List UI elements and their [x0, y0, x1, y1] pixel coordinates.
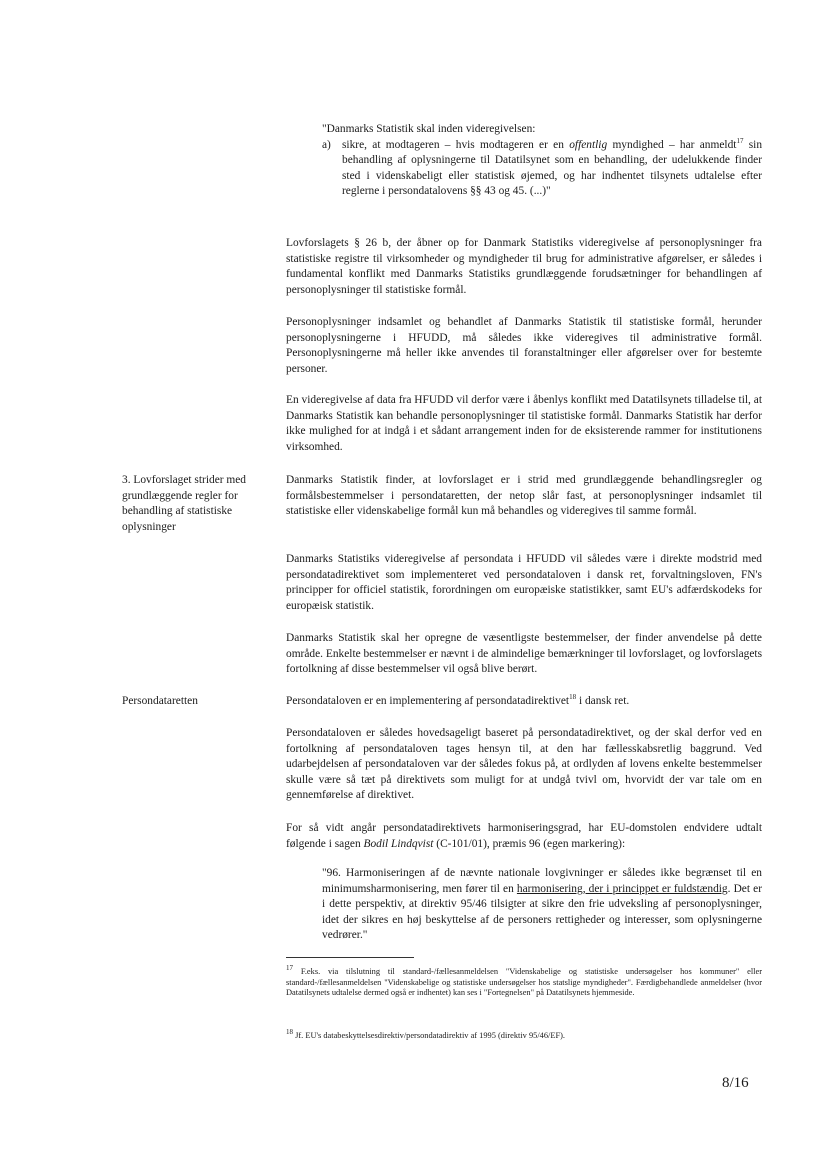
paragraph: Danmarks Statistiks videregivelse af persondata i HFUDD vil således være i direkte modstrid med persondatadirektivet som implementeret ved persondataloven i dansk ret, forvaltningsloven, FN's principper for officiel statistik, forordningen om europæiske statistikker, samt EU's adfærdskodeks for europæisk statistik. [286, 553, 762, 612]
court-quote-text-2: . Det er i dette perspektiv, at direktiv 95/46 tilsigter at sikre den frie udveksling af personoplysninger, idet der sikres en høj beskyttelse af de personers rettigheder og interesser, som oplysningerne vedrører." [322, 882, 762, 942]
margin-note-persondataretten: Persondataretten [122, 695, 198, 707]
paragraph-text-end: i dansk ret. [576, 695, 630, 707]
footnote-ref-17[interactable]: 17 [736, 136, 744, 145]
paragraph: Danmarks Statistik finder, at lovforslaget er i strid med grundlæggende behandlingsregler og formålsbestemmelser i persondataretten, der netop slår fast, at personoplysninger indsamlet til statistiske eller videnskabelige formål kun må behandles og videregives til samme formål. [286, 474, 762, 518]
list-marker: a) [322, 138, 331, 151]
quote-item-text-3: sin behandling af oplysningerne til Datatilsynet som en behandling, der udelukkende finder sted i videnskabeligt eller statistisk øjemed, og har indhentet tilsynets udtalelse efter reglerne i persondatalovens §§ 43 og 45. (...)" [342, 138, 763, 198]
footnote-17 [286, 964, 762, 999]
paragraph: En videregivelse af data fra HFUDD vil derfor være i åbenlys konflikt med Datatilsynets tilladelse til, at Danmarks Statistik kan behandle personoplysninger til statistiske formål. Danmarks Statistik har derfor ikke mulighed for at indgå i et sådant arrangement inden for de eksisterende rammer for institutionens virksomhed. [286, 394, 762, 453]
quote-list-item [322, 138, 762, 200]
footnote-ref-18[interactable]: 18 [569, 693, 577, 702]
paragraph-text-end: (C-101/01), præmis 96 (egen markering): [433, 837, 626, 850]
court-quote [322, 866, 762, 944]
footnote-number: 17 [286, 964, 293, 973]
footnote-number: 18 [286, 1028, 293, 1037]
paragraph: Persondataloven er således hovedsageligt baseret på persondatadirektivet, og der skal derfor ved en fortolkning af persondataloven tages hensyn til, at den har fællesskabsretlig baggrund. Ved udarbejdelsen af persondataloven var der således fokus på, at ordlyden af lovens enkelte bestemmelser skulle være så tæt på direktivets som muligt for at undgå tvivl om, hvorvidt der var tale om en gennemførelse af direktivet. [286, 727, 762, 802]
paragraph-text: Persondataloven er en implementering af persondatadirektivet [286, 695, 570, 707]
page-number: 8/16 [722, 1075, 749, 1091]
quoted-provision [322, 122, 762, 200]
paragraph: Lovforslagets § 26 b, der åbner op for Danmark Statistiks videregivelse af personoplysninger fra statistiske registre til virksomheder og myndigheder til brug for administrative afgørelser, er således i fundamental konflikt med Danmarks Statistiks grundlæggende forudsætninger for behandlingen af personoplysninger til statistiske formål. [286, 237, 762, 296]
paragraph: Personoplysninger indsamlet og behandlet af Danmarks Statistik til statistiske formål, herunder personoplysningerne i HFUDD, må således ikke videregives til administrative formål. Personoplysningerne må heller ikke anvendes til foranstaltninger eller afgørelser over for bestemte personer. [286, 316, 762, 375]
quote-item-text-1: sikre, at modtageren – hvis modtageren er en [342, 138, 570, 151]
quote-item-italic: offentlig [569, 138, 608, 151]
quote-item-text-2: myndighed – har anmeldt [607, 138, 737, 151]
paragraph [286, 694, 762, 710]
case-name: Bodil Lindqvist [363, 837, 434, 850]
footnote-18 [286, 1028, 762, 1042]
paragraph [286, 821, 762, 852]
quote-intro: "Danmarks Statistik skal inden videregivelsen: [322, 123, 536, 135]
footnote-text: F.eks. via tilslutning til standard-/fællesanmeldelsen "Videnskabelige og statistiske undersøgelser hos kommuner" eller standard-/fællesanmeldelsen "Videnskabelige og statistiske undersøgelser hos statslige myndigheder". Færdigbehandlede anmeldelser (hvor Datatilsynets udtalelse dermed også er indhentet) kan ses i "Fortegnelsen" på Datatilsynets hjemmeside. [286, 967, 762, 998]
footnote-divider [286, 957, 414, 958]
margin-note-section-3: 3. Lovforslaget strider med grundlæggende regler for behandling af statistiske oplysninger [122, 474, 246, 533]
footnote-text: Jf. EU's databeskyttelsesdirektiv/persondatadirektiv af 1995 (direktiv 95/46/EF). [293, 1031, 566, 1040]
court-quote-text-1: "96. Harmoniseringen af de nævnte nationale lovgivninger er således ikke begrænset til en minimumsharmonisering, men fører til en [322, 867, 762, 895]
court-quote-emphasis: harmonisering, der i princippet er fuldstændig [516, 882, 728, 895]
paragraph: Danmarks Statistik skal her opregne de væsentligste bestemmelser, der finder anvendelse på dette område. Enkelte bestemmelser er nævnt i de almindelige bemærkninger til lovforslaget, og lovforslagets fortolkning af disse bestemmelser vil også blive berørt. [286, 632, 762, 676]
paragraph-text: For så vidt angår persondatadirektivets harmoniseringsgrad, har EU-domstolen endvidere udtalt følgende i sagen [286, 822, 762, 850]
